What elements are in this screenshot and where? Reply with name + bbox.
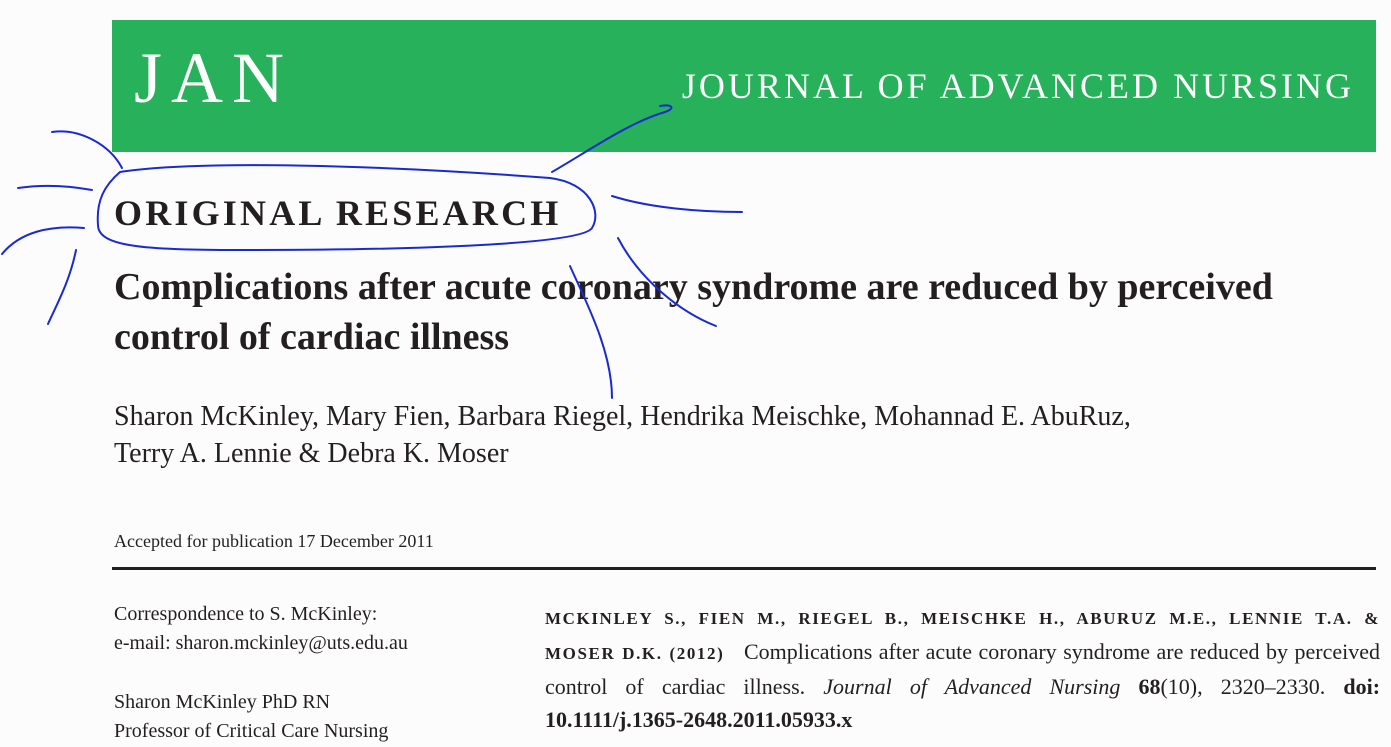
citation-title: Complications after acute coronary syndrome are reduced by perceived control of cardiac illness. <box>545 639 1380 699</box>
annotation-ray <box>18 186 92 190</box>
correspondence-sidebar <box>114 600 408 746</box>
journal-name: JOURNAL OF ADVANCED NURSING <box>681 66 1354 106</box>
author-line: Sharon McKinley, Mary Fien, Barbara Riegel, Hendrika Meischke, Mohannad E. AbuRuz, <box>114 401 1131 432</box>
article-title <box>114 262 1389 362</box>
author-position: Professor of Critical Care Nursing <box>114 720 389 742</box>
citation-authors: MCKINLEY S., FIEN M., RIEGEL B., MEISCHKE H., ABURUZ M.E., LENNIE T.A. & MOSER D.K. (2012) <box>545 609 1380 663</box>
annotation-ray <box>48 250 76 324</box>
citation-issue-pages: (10), 2320–2330. <box>1160 674 1326 699</box>
divider <box>112 567 1376 570</box>
citation-doi: doi: 10.1111/j.1365-2648.2011.05933.x <box>545 674 1381 732</box>
accepted-date: Accepted for publication 17 December 2011 <box>114 531 434 551</box>
article-title-line: Complications after acute coronary syndrome are reduced by perceived <box>114 266 1273 308</box>
correspondence-email: e-mail: sharon.mckinley@uts.edu.au <box>114 632 408 654</box>
annotation-ray <box>2 227 84 254</box>
author-list <box>114 398 1131 472</box>
correspondence-label: Correspondence to S. McKinley: <box>114 603 378 625</box>
journal-banner <box>112 20 1376 152</box>
citation-journal: Journal of Advanced Nursing <box>823 674 1121 699</box>
author-credentials: Sharon McKinley PhD RN <box>114 691 331 713</box>
article-title-line: control of cardiac illness <box>114 316 510 358</box>
article-section-label: ORIGINAL RESEARCH <box>114 193 562 233</box>
citation-block <box>545 600 1380 736</box>
author-line: Terry A. Lennie & Debra K. Moser <box>114 438 509 469</box>
journal-logo: JAN <box>134 38 294 118</box>
citation-volume: 68 <box>1138 674 1161 699</box>
annotation-ray <box>612 196 742 212</box>
